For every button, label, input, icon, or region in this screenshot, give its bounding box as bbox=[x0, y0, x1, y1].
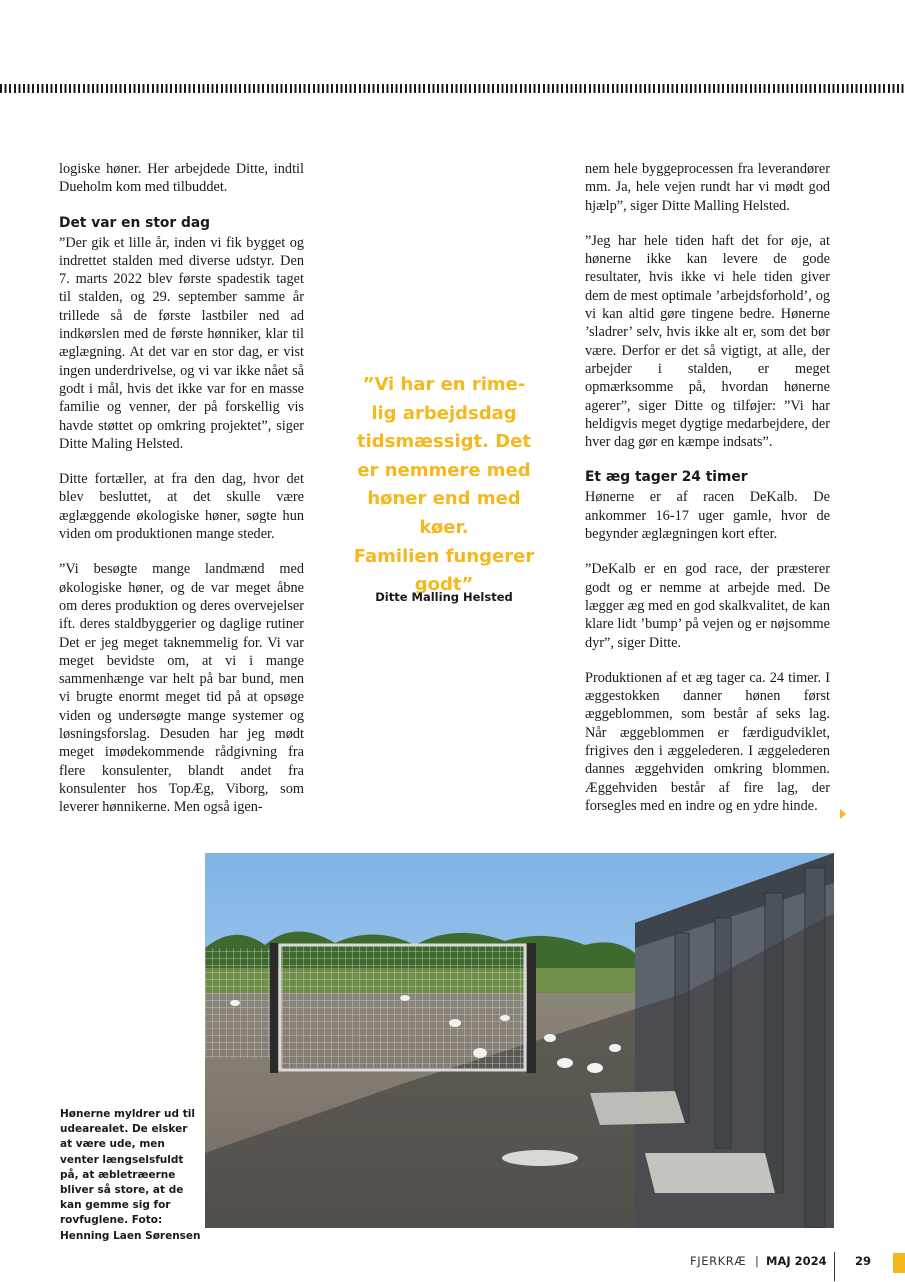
article-photo bbox=[205, 853, 834, 1228]
continue-arrow-icon bbox=[840, 809, 846, 819]
footer-page-number: 29 bbox=[855, 1254, 872, 1268]
top-decorative-rule bbox=[0, 84, 905, 93]
body-paragraph: Hønerne er af racen DeKalb. De ankommer 16-17 uger gamle, hvor de begynder æglægningen kort efter. bbox=[585, 489, 830, 543]
footer-accent-tab bbox=[893, 1253, 905, 1273]
article-column-right bbox=[585, 160, 830, 832]
body-paragraph: Ditte fortæller, at fra den dag, hvor det blev besluttet, at det skulle være æglæggende økologiske høner, søgte hun viden om produktionen mange steder. bbox=[59, 471, 304, 543]
pull-quote-line: tidsmæssigt. Det bbox=[357, 431, 531, 453]
pull-quote-line: høner end med køer. bbox=[367, 488, 521, 538]
footer-divider-line bbox=[834, 1252, 835, 1281]
photo-caption: Hønerne myldrer ud til udearealet. De elsker at være ude, men venter længselsfuldt på, at æbletræerne bliver så store, at de kan gemme sig for rovfuglene. Foto: Henning Laen Sørensen bbox=[60, 1108, 201, 1242]
pull-quote-line: er nemmere med bbox=[357, 459, 531, 481]
article-column-left bbox=[59, 160, 304, 834]
section-heading: Et æg tager 24 timer bbox=[585, 469, 748, 486]
body-paragraph: logiske høner. Her arbejdede Ditte, indtil Dueholm kom med tilbuddet. bbox=[59, 161, 304, 196]
pull-quote-line: godt” bbox=[414, 574, 474, 596]
pull-quote bbox=[345, 371, 543, 600]
body-paragraph: ”Der gik et lille år, inden vi fik bygget og indrettet stalden med diverse udstyr. Den 7. marts 2022 blev første spadestik taget til stalden, og 29. september samme år trillede så de første lastbiler ned ad indkørslen med de første hønniker, klar til æglægning. At det var en stor dag, er vist ingen underdrivelse, og vi var ikke nået så godt i mål, hvis det ikke var for en masse familie og venner, der på forskellig vis havde støttet op omkring projektet”, siger Ditte Maling Helsted. bbox=[59, 234, 304, 452]
body-paragraph: ”Vi besøgte mange landmænd med økologiske høner, og de var meget åbne om deres produktion og deres overvejelser ift. deres staldbyggerier og daglige rutiner Det er jeg meget taknemmelig for. Vi var meget bevidste om, at vi i mange sammenhænge var helt på bar bund, men vi brugte enormt meget tid på at opsøge viden og undersøgte mange systemer og løsningsforslag. Desuden har jeg mødt meget imødekommende rådgivning fra flere konsulenter, blandt andet fra konsulenter hos TopÆg, Viborg, som leverer hønnikerne. Men også igen- bbox=[59, 561, 304, 816]
body-paragraph: ”Jeg har hele tiden haft det for øje, at hønerne ikke kan levere de gode resultater, hvis ikke vi hele tiden giver dem de mest optimale ’arbejdsforhold’, og vi kan altid gøre tingene bedre. Hønerne ’sladrer’ selv, hvis ikke alt er, som det bør være. Derfor er det så vigtigt, at alle, der arbejder i stalden, er meget opmærksomme på, hvordan hønerne agerer”, siger Ditte og tilføjer: ”Vi har heldigvis meget dygtige medarbejdere, der hver dag gør en kæmpe indsats”. bbox=[585, 232, 830, 451]
body-paragraph: Produktionen af et æg tager ca. 24 timer. I æggestokken danner hønen først æggeblommen, som består af seks lag. Når æggeblommen er færdigudviklet, frigives den i æggelederen. I æggelederen dannes æggehviden omkring blommen. Æggehviden består af fire lag, der forsegles med en indre og en ydre hinde. bbox=[585, 669, 830, 814]
pull-quote-line: lig arbejdsdag bbox=[371, 402, 517, 424]
pull-quote-line: Familien fungerer bbox=[353, 545, 535, 567]
footer-magazine-name: FJERKRÆ bbox=[690, 1254, 747, 1268]
pull-quote-line: ”Vi har en rime- bbox=[362, 374, 526, 395]
body-paragraph: ”DeKalb er en god race, der præsterer godt og er nemme at arbejde med. De lægger æg med en god skalkvalitet, de kan klare lidt ’bump’ på vejen og er nøjsomme dyr”, siger Ditte. bbox=[585, 561, 830, 651]
section-heading: Det var en stor dag bbox=[59, 214, 211, 231]
footer-issue-date: MAJ 2024 bbox=[766, 1254, 827, 1268]
pull-quote-author: Ditte Malling Helsted bbox=[375, 590, 513, 604]
footer-separator: | bbox=[755, 1254, 759, 1268]
body-paragraph: nem hele byggeprocessen fra leverandører mm. Ja, hele vejen rundt har vi mødt god hjælp”, siger Ditte Malling Helsted. bbox=[585, 161, 830, 214]
hen-yard-photo bbox=[205, 853, 834, 1228]
